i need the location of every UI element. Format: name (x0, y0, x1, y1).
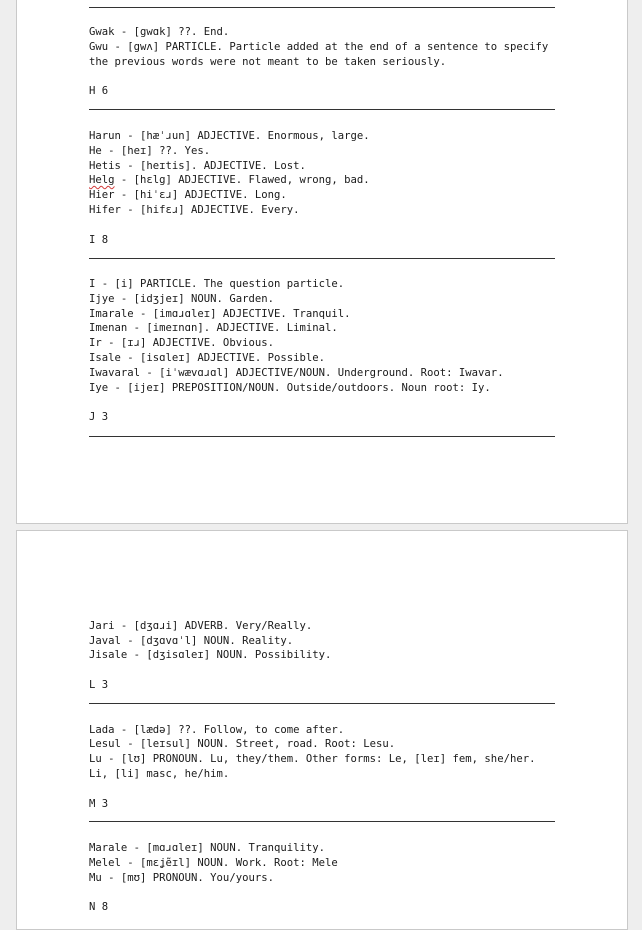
dictionary-entry: Ir - [ɪɹ] ADJECTIVE. Obvious. (89, 337, 274, 349)
dictionary-entry: Iye - [ijeɪ] PREPOSITION/NOUN. Outside/outdoors. Noun root: Iy. (89, 382, 491, 394)
section-heading-i: I 8 (89, 234, 109, 246)
section-heading-n: N 8 (89, 901, 109, 913)
document-page-2 (16, 530, 628, 930)
dictionary-entry: Lesul - [leɪsul] NOUN. Street, road. Root: Lesu. (89, 738, 396, 750)
dictionary-entry: Lu - [lʊ] PRONOUN. Lu, they/them. Other forms: Le, [leɪ] fem, she/her. Li, [li] masc, he/him. (89, 753, 542, 780)
entry-text: - [hɛlg] ADJECTIVE. Flawed, wrong, bad. (114, 174, 370, 186)
dictionary-entry: Gwak - [gwɑk] ??. End. (89, 26, 230, 38)
document-page-1 (16, 0, 628, 524)
dictionary-entry: Marale - [mɑɹɑleɪ] NOUN. Tranquility. (89, 842, 325, 854)
dictionary-entry: Hier - [hiˈɛɹ] ADJECTIVE. Long. (89, 189, 287, 201)
dictionary-entry: Imarale - [imɑɹɑleɪ] ADJECTIVE. Tranquil. (89, 308, 351, 320)
dictionary-entry: Lada - [lædə] ??. Follow, to come after. (89, 724, 345, 736)
dictionary-entry: Harun - [hæˈɹun] ADJECTIVE. Enormous, large. (89, 130, 370, 142)
dictionary-entry: I - [i] PARTICLE. The question particle. (89, 278, 345, 290)
section-heading-j: J 3 (89, 411, 109, 423)
section-heading-m: M 3 (89, 798, 109, 810)
section-divider (89, 109, 555, 110)
dictionary-entry: Ijye - [idʒjeɪ] NOUN. Garden. (89, 293, 274, 305)
dictionary-entry: He - [heɪ] ??. Yes. (89, 145, 211, 157)
dictionary-entry: Imenan - [imeɪnɑn]. ADJECTIVE. Liminal. (89, 322, 338, 334)
dictionary-entry: Hetis - [heɪtis]. ADJECTIVE. Lost. (89, 160, 306, 172)
dictionary-entry: Gwu - [gwʌ] PARTICLE. Particle added at the end of a sentence to specify the previous words were not meant to be taken seriously. (89, 41, 555, 68)
dictionary-entry (89, 173, 559, 188)
section-divider (89, 703, 555, 704)
dictionary-entry: Javal - [dʒɑvɑˈl] NOUN. Reality. (89, 635, 294, 647)
dictionary-entry: Hifer - [hifɛɹ] ADJECTIVE. Every. (89, 204, 300, 216)
section-divider (89, 436, 555, 437)
section-divider (89, 7, 555, 8)
section-divider (89, 258, 555, 259)
dictionary-entry: Iwavaral - [iˈwævɑɹɑl] ADJECTIVE/NOUN. Underground. Root: Iwavar. (89, 367, 504, 379)
dictionary-entry: Jisale - [dʒisɑleɪ] NOUN. Possibility. (89, 649, 332, 661)
dictionary-entry: Isale - [isɑleɪ] ADJECTIVE. Possible. (89, 352, 325, 364)
section-heading-h: H 6 (89, 85, 109, 97)
dictionary-entry: Mu - [mʊ] PRONOUN. You/yours. (89, 872, 274, 884)
section-divider (89, 821, 555, 822)
dictionary-entry: Melel - [mɛʝ̃eɪl] NOUN. Work. Root: Mele (89, 857, 338, 869)
section-heading-l: L 3 (89, 679, 109, 691)
dictionary-entry: Jari - [dʒɑɹi] ADVERB. Very/Really. (89, 620, 313, 632)
misspelled-word[interactable]: Helg (89, 174, 115, 186)
